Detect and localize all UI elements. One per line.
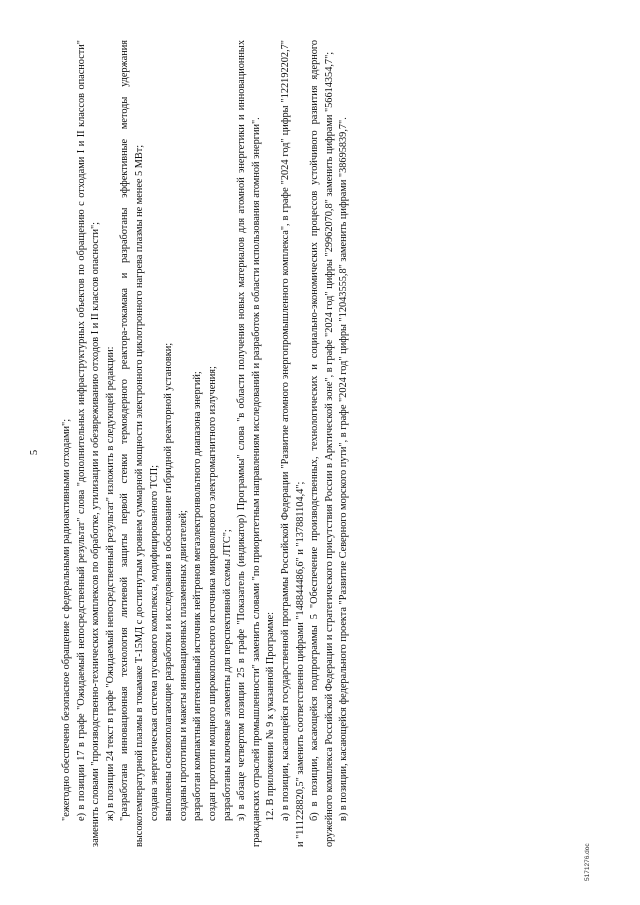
paragraph: а) в позиции, касающейся государственной программы Российской Федерации "Развитие атомного энергопромышленного комплекса", в графе "2024 год" цифры "122192202,7" и "111228820,5" заменить соответственно цифрами "148844486,6" и "137881104,4"; — [279, 40, 306, 847]
paragraph: 12. В приложении № 9 к указанной Программе: — [265, 611, 277, 821]
paragraph: з) в абзаце четвертом позиции 25 в графе "Показатель (индикатор) Программы" слова "в области получения новых материалов для атомной энергетики и инновационных гражданских отраслей промышленности" заменить словами "по приоритетным направлениям исследований и разработок в области использования атомной энергии". — [236, 40, 262, 847]
paragraph: разработан компактный интенсивный источник нейтронов мегаэлектронвольтного диапазона энергий; — [192, 371, 204, 821]
paragraph: "разработана инновационная технология литиевой защиты первой стенки термоядерного реактора-токамака и разработаны эффективные методы удержания высокотемпературной плазмы в токамаке Т-15МД с достигнутым уровнем суммарной мощности электронного циклотронного нагрева плазмы не менее 5 МВт; — [119, 40, 145, 847]
paragraph: разработаны ключевые элементы для перспективной схемы ЛТС"; — [221, 529, 233, 821]
document-body — [60, 40, 352, 847]
page-number: 5 — [29, 449, 40, 456]
paragraph: выполнены основополагающие разработки и исследования в обоснование гибридной реакторной установки; — [163, 342, 175, 821]
paragraph: создана энергетическая система пускового комплекса, модифицированного ТСП; — [148, 464, 160, 821]
paragraph: созданы прототипы и макеты инновационных плазменных двигателей; — [177, 510, 189, 821]
footer-file-code: 5171276.doc — [584, 843, 592, 881]
paragraph: "ежегодно обеспечено безопасное обращение с федеральными радиоактивными отходами"; — [61, 418, 72, 821]
paragraph: создан прототип мощного широкополосного источника микроволнового электромагнитного излучения; — [206, 366, 218, 821]
paragraph: б) в позиции, касающейся подпрограммы 5 "Обеспечение производственных, технологических и социально-экономических процессов устойчивого развития ядерного оружейного комплекса Российской Федерации и стратегического присутствия России в Арктической зоне", в графе "2024 год" цифры "29962070,8" заменить цифрами "56614354,7"; — [309, 40, 335, 847]
paragraph: в) в позиции, касающейся федерального проекта "Развитие Северного морского пути", в графе "2024 год" цифры "12043555,8" заменить цифрами "38695839,7". — [338, 117, 350, 821]
paragraph: е) в позиции 17 в графе "Ожидаемый непосредственный результат" слова "дополнительных инфраструктурных объектов по обращению с отходами I и II классов опасности" заменить словами "производственно-технических комплексов по обработке, утилизации и обезвреживанию отходов I и II классов опасности"; — [75, 40, 102, 847]
paragraph: ж) в позиции 24 текст в графе "Ожидаемый непосредственный результат" изложить в следующей редакции: — [104, 346, 116, 821]
